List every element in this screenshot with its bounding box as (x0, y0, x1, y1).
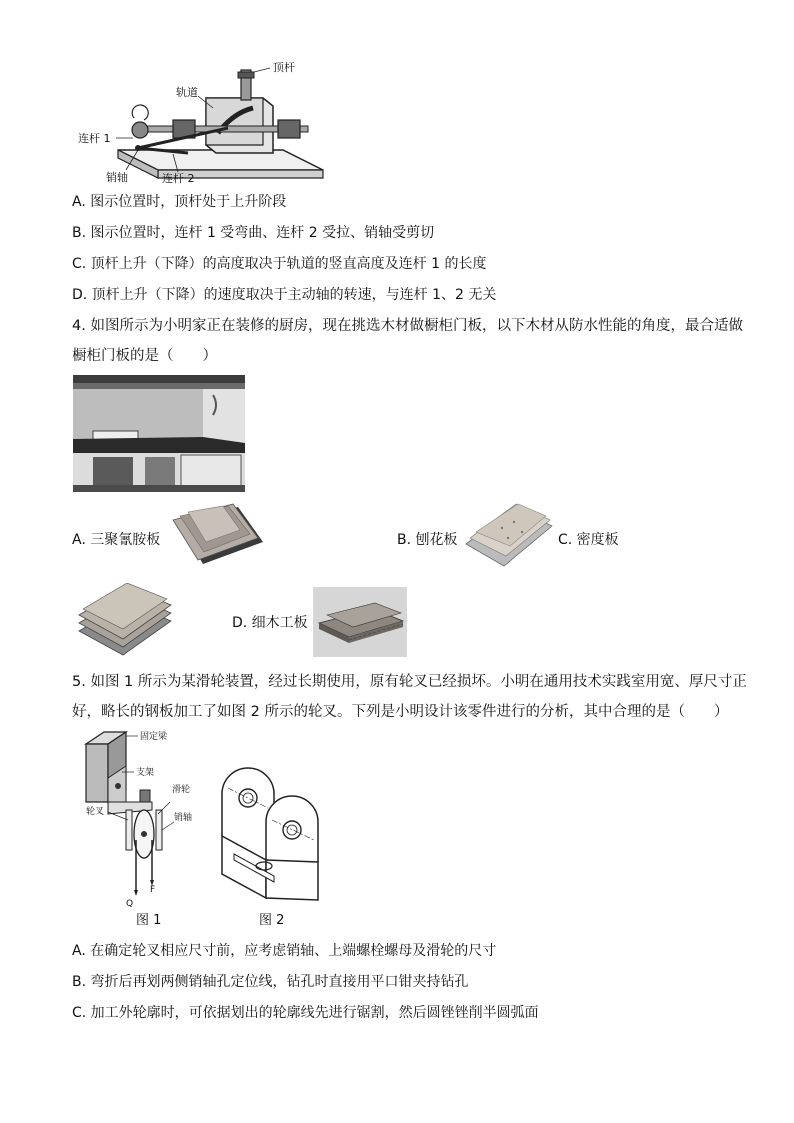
q5-fig1-caption: 图 1 (136, 913, 162, 928)
q5-stem-line1: 5. 如图 1 所示为某滑轮装置，经过长期使用，原有轮叉已经损坏。小明在通用技术实践室用宽、厚尺寸正 (72, 674, 747, 690)
label-track: 轨道 (176, 86, 198, 99)
q4-option-c: C. 密度板 (558, 532, 619, 548)
q3-option-d: D. 顶杆上升（下降）的速度取决于主动轴的转速，与连杆 1、2 无关 (72, 287, 497, 303)
q3-mechanism-figure (78, 58, 328, 188)
label-fixed-beam: 固定梁 (140, 732, 168, 742)
q4-option-d: D. 细木工板 (232, 615, 308, 631)
q5-fig2-caption: 图 2 (259, 913, 285, 928)
q4-stem-line1: 4. 如图所示为小明家正在装修的厨房，现在挑选木材做橱柜门板，以下木材从防水性能的角度，最合适做 (72, 318, 743, 334)
q3-option-b: B. 图示位置时，连杆 1 受弯曲、连杆 2 受拉、销轴受剪切 (72, 225, 435, 241)
q5-stem-line2: 好，略长的钢板加工了如图 2 所示的轮叉。下列是小明设计该零件进行的分析，其中合理的是（ ） (72, 704, 729, 720)
label-top-rod: 顶杆 (273, 61, 295, 74)
q3-option-c: C. 顶杆上升（下降）的高度取决于轨道的竖直高度及连杆 1 的长度 (72, 256, 487, 272)
label-f: F (150, 885, 156, 895)
particle-board-image (462, 502, 554, 572)
kitchen-photo (73, 375, 245, 492)
label-fork: 轮叉 (86, 807, 105, 817)
q5-option-b: B. 弯折后再划两侧销轴孔定位线，钻孔时直接用平口钳夹持钻孔 (72, 974, 469, 990)
q4-option-a: A. 三聚氰胺板 (72, 532, 161, 548)
label-link1: 连杆 1 (78, 132, 111, 145)
blockboard-image (313, 587, 407, 657)
label-pin: 销轴 (106, 171, 128, 184)
label-pulley: 滑轮 (172, 785, 191, 795)
melamine-board-image (168, 502, 268, 572)
density-board-image (75, 583, 173, 659)
q4-option-b: B. 刨花板 (397, 532, 458, 548)
q5-figure-2 (214, 758, 326, 908)
q3-option-a: A. 图示位置时，顶杆处于上升阶段 (72, 194, 287, 210)
label-q: Q (126, 899, 134, 909)
q5-option-c: C. 加工外轮廓时，可依据划出的轮廓线先进行锯割，然后圆锉锉削半圆弧面 (72, 1005, 539, 1021)
label-bracket: 支架 (136, 768, 155, 778)
q5-option-a: A. 在确定轮叉相应尺寸前，应考虑销轴、上端螺栓螺母及滑轮的尺寸 (72, 943, 497, 959)
q4-stem-line2: 橱柜门板的是（ ） (72, 348, 217, 364)
label-fig1-pin: 销轴 (174, 813, 193, 823)
q5-figure-1 (82, 730, 210, 910)
label-link2: 连杆 2 (162, 172, 195, 185)
